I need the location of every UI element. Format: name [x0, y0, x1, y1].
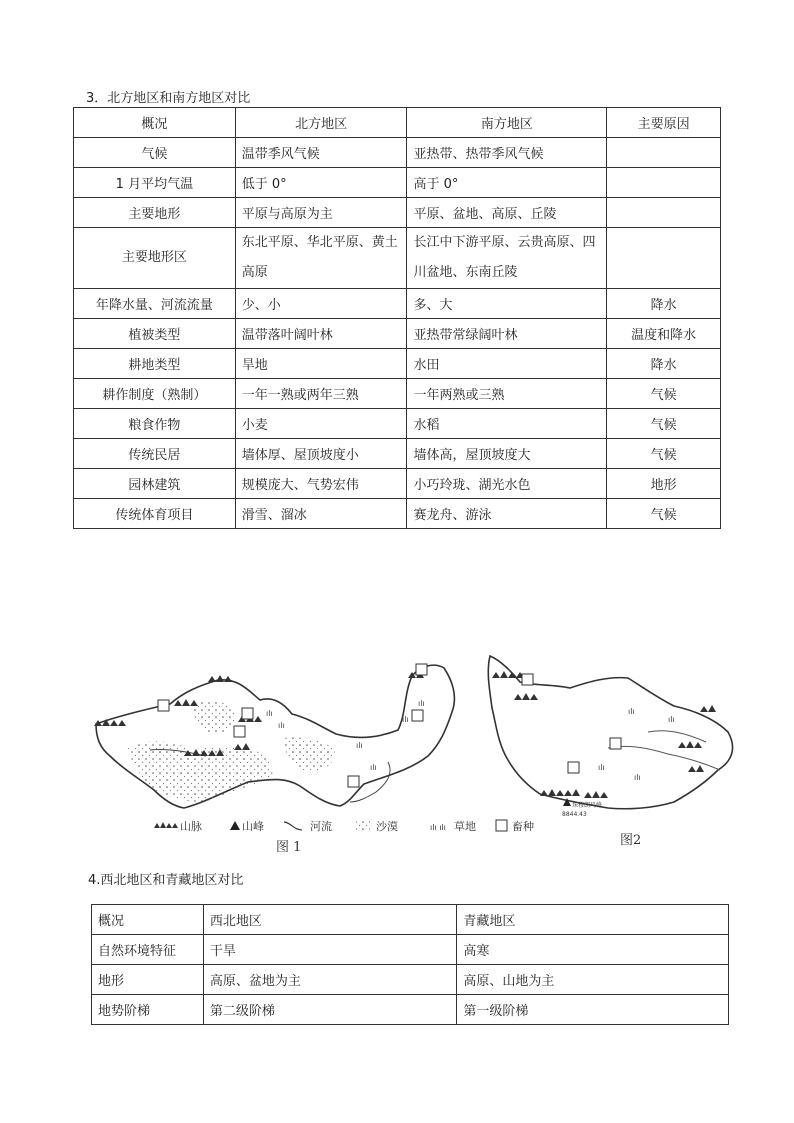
table-row — [74, 198, 721, 228]
table-cell: 高寒 — [457, 935, 729, 965]
legend-desert-label: 沙漠 — [376, 820, 398, 833]
table-cell: 亚热带、热带季风气候 — [407, 138, 607, 168]
header-cell: 南方地区 — [407, 108, 607, 138]
northwest-outline — [96, 665, 454, 808]
table-header-row — [74, 108, 721, 138]
table-cell: 滑雪、溜冰 — [235, 499, 407, 529]
header-cell: 概况 — [74, 108, 236, 138]
peak-height: 8844.43 — [562, 811, 587, 818]
peak-label: 珠穆朗玛峰 — [572, 802, 603, 809]
table-cell: 高原、盆地为主 — [203, 965, 457, 995]
table-row — [92, 935, 729, 965]
table-cell: 耕作制度（熟制） — [74, 379, 236, 409]
legend-peak-label: 山峰 — [242, 820, 264, 833]
table-cell: 园林建筑 — [74, 469, 236, 499]
table-cell: 气候 — [607, 409, 721, 439]
table-cell: 温带落叶阔叶林 — [235, 319, 407, 349]
svg-text:ılı: ılı — [370, 763, 377, 772]
table-cell: 年降水量、河流流量 — [74, 289, 236, 319]
figure2-caption: 图2 — [620, 833, 642, 848]
table-cell — [607, 228, 721, 289]
table-row — [74, 469, 721, 499]
table-cell: 温带季风气候 — [235, 138, 407, 168]
table-cell — [607, 138, 721, 168]
table-cell: 长江中下游平原、云贵高原、四川盆地、东南丘陵 — [407, 228, 607, 289]
table-cell: 降水 — [607, 289, 721, 319]
table-cell: 1 月平均气温 — [74, 168, 236, 198]
table-cell: 水稻 — [407, 409, 607, 439]
table-row — [74, 499, 721, 529]
mountain-legend-icon — [154, 822, 178, 828]
table-cell: 低于 0° — [235, 168, 407, 198]
qinghai-tibet-map — [488, 656, 732, 818]
header-cell: 青藏地区 — [457, 905, 729, 935]
table-cell: 气候 — [607, 439, 721, 469]
table-row — [74, 409, 721, 439]
table-cell: 气候 — [74, 138, 236, 168]
table-row — [74, 168, 721, 198]
svg-text:ılı: ılı — [278, 721, 285, 730]
table-row — [92, 995, 729, 1025]
table-cell: 干旱 — [203, 935, 457, 965]
table-cell: 高于 0° — [407, 168, 607, 198]
northwest-map — [94, 664, 454, 808]
table-header-row — [92, 905, 729, 935]
table-cell: 东北平原、华北平原、黄土高原 — [235, 228, 407, 289]
grass-legend-icon: ılı ılı — [430, 823, 446, 832]
svg-text:ılı: ılı — [628, 707, 635, 716]
table-cell: 传统体育项目 — [74, 499, 236, 529]
table-row — [74, 349, 721, 379]
regional-maps-figure — [88, 652, 748, 852]
table-cell: 第一级阶梯 — [457, 995, 729, 1025]
north-south-table — [73, 107, 721, 529]
table-cell: 赛龙舟、游泳 — [407, 499, 607, 529]
table-cell: 粮食作物 — [74, 409, 236, 439]
table-cell: 地形 — [607, 469, 721, 499]
header-cell: 北方地区 — [235, 108, 407, 138]
table-row — [74, 138, 721, 168]
legend-river-label: 河流 — [310, 820, 332, 833]
table-row — [92, 965, 729, 995]
header-cell: 概况 — [92, 905, 204, 935]
section4-heading: 4.西北地区和青藏地区对比 — [88, 873, 244, 888]
table-cell: 平原与高原为主 — [235, 198, 407, 228]
peak-legend-icon — [230, 821, 240, 830]
table-cell: 墙体厚、屋顶坡度小 — [235, 439, 407, 469]
legend-mountain-label: 山脉 — [180, 820, 202, 833]
table-cell: 主要地形区 — [74, 228, 236, 289]
table-cell: 一年两熟或三熟 — [407, 379, 607, 409]
table-cell: 降水 — [607, 349, 721, 379]
table-cell: 小麦 — [235, 409, 407, 439]
table-cell: 温度和降水 — [607, 319, 721, 349]
table-cell: 高原、山地为主 — [457, 965, 729, 995]
river-legend-icon — [284, 822, 302, 830]
table-cell: 耕地类型 — [74, 349, 236, 379]
legend-grass-label: 草地 — [454, 820, 476, 833]
table-row — [74, 379, 721, 409]
table-cell — [607, 198, 721, 228]
table-cell: 墙体高，屋顶坡度大 — [407, 439, 607, 469]
table-cell: 气候 — [607, 379, 721, 409]
map-legend — [154, 819, 534, 833]
table-cell: 第二级阶梯 — [203, 995, 457, 1025]
table-row — [74, 289, 721, 319]
table-cell: 多、大 — [407, 289, 607, 319]
table-cell: 主要地形 — [74, 198, 236, 228]
section3-heading: 3．北方地区和南方地区对比 — [86, 91, 251, 106]
legend-livestock-label: 畜种 — [512, 820, 534, 833]
svg-text:ılı: ılı — [356, 741, 363, 750]
header-cell: 主要原因 — [607, 108, 721, 138]
svg-text:ılı: ılı — [418, 699, 425, 708]
table-cell: 植被类型 — [74, 319, 236, 349]
table-cell: 地形 — [92, 965, 204, 995]
table-cell: 旱地 — [235, 349, 407, 379]
table-cell: 规模庞大、气势宏伟 — [235, 469, 407, 499]
northwest-tibet-table — [91, 904, 729, 1025]
table-row — [74, 319, 721, 349]
figure1-caption: 图 1 — [276, 840, 302, 852]
table-cell: 一年一熟或两年三熟 — [235, 379, 407, 409]
table-cell — [607, 168, 721, 198]
table-cell: 传统民居 — [74, 439, 236, 469]
desert-legend-icon — [356, 820, 370, 831]
svg-text:ılı: ılı — [402, 715, 409, 724]
table-cell: 自然环境特征 — [92, 935, 204, 965]
table-cell: 地势阶梯 — [92, 995, 204, 1025]
table-cell: 水田 — [407, 349, 607, 379]
livestock-legend-icon — [496, 820, 507, 831]
table-cell: 少、小 — [235, 289, 407, 319]
table-row — [74, 439, 721, 469]
desert-area — [128, 741, 272, 801]
header-cell: 西北地区 — [203, 905, 457, 935]
svg-text:ılı: ılı — [598, 763, 605, 772]
table-cell: 小巧玲珑、湖光水色 — [407, 469, 607, 499]
svg-text:ılı: ılı — [634, 773, 641, 782]
svg-text:ılı: ılı — [266, 709, 273, 718]
table-cell: 气候 — [607, 499, 721, 529]
table-row — [74, 228, 721, 289]
svg-text:ılı: ılı — [668, 715, 675, 724]
table-cell: 亚热带常绿阔叶林 — [407, 319, 607, 349]
table-cell: 平原、盆地、高原、丘陵 — [407, 198, 607, 228]
